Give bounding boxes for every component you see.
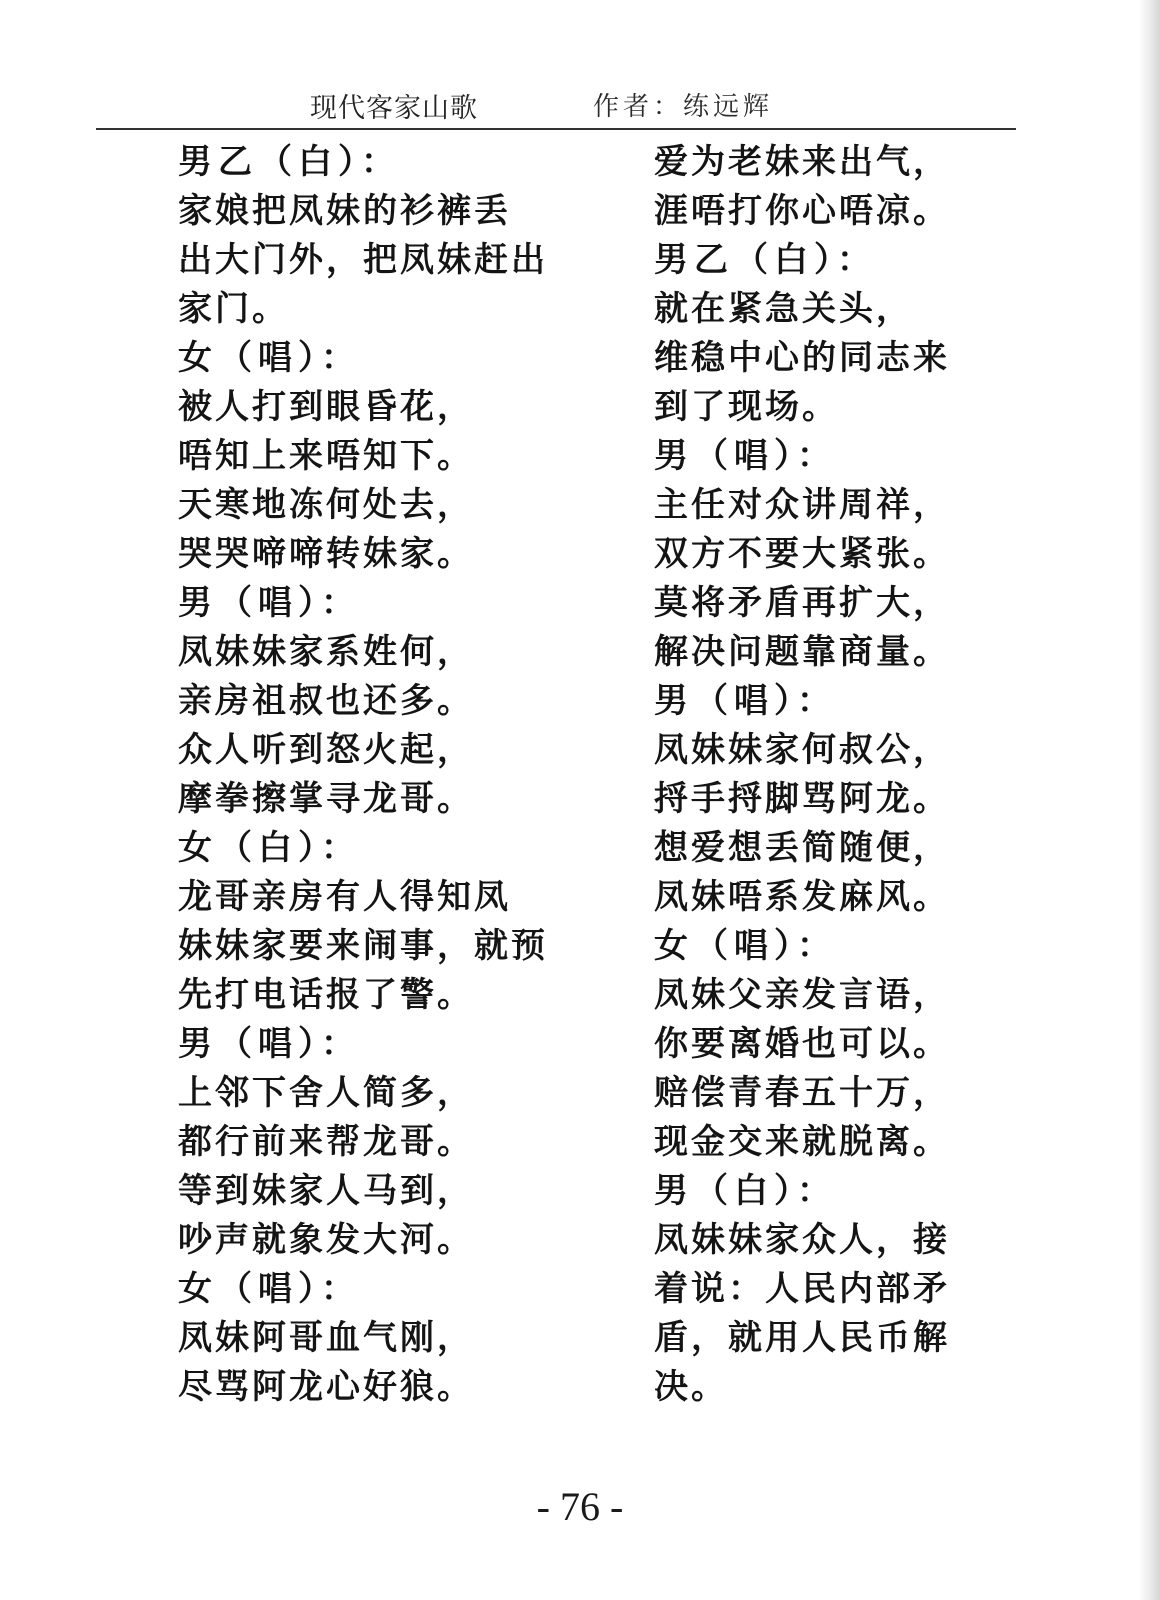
text-line: 凤妹唔系发麻风。 (654, 877, 950, 917)
text-line: 吵声就象发大河。 (178, 1220, 474, 1260)
text-line: 女（唱）： (178, 338, 361, 378)
running-header (96, 82, 1016, 130)
text-line: 男乙（白）： (654, 240, 877, 280)
text-line: 亲房祖叔也还多。 (178, 681, 474, 721)
page-edge-shadow (1138, 0, 1160, 1600)
text-line: 男（唱）： (178, 1024, 361, 1064)
text-line: 双方不要大紧张。 (654, 534, 950, 574)
text-line: 莫将矛盾再扩大， (654, 583, 950, 623)
text-line: 主任对众讲周祥， (654, 485, 950, 525)
text-line: 赔偿青春五十万， (654, 1073, 950, 1113)
text-line: 女（唱）： (654, 926, 837, 966)
text-line: 上邻下舍人简多， (178, 1073, 474, 1113)
text-line: 出大门外，把凤妹赶出 (178, 240, 548, 280)
text-line: 尽骂阿龙心好狼。 (178, 1367, 474, 1407)
text-line: 现金交来就脱离。 (654, 1122, 950, 1162)
text-line: 男（白）： (654, 1171, 837, 1211)
text-line: 女（白）： (178, 828, 361, 868)
text-line: 凤妹妹家众人，接 (654, 1220, 950, 1260)
text-line: 等到妹家人马到， (178, 1171, 474, 1211)
text-line: 唔知上来唔知下。 (178, 436, 474, 476)
text-line: 都行前来帮龙哥。 (178, 1122, 474, 1162)
text-line: 凤妹妹家系姓何， (178, 632, 474, 672)
text-line: 决。 (654, 1367, 728, 1407)
left-text-column (178, 138, 588, 1412)
text-line: 凤妹妹家何叔公， (654, 730, 950, 770)
text-line: 爱为老妹来出气， (654, 142, 950, 182)
text-line: 男（唱）： (654, 436, 837, 476)
text-line: 捋手捋脚骂阿龙。 (654, 779, 950, 819)
text-line: 凤妹阿哥血气刚， (178, 1318, 474, 1358)
text-line: 先打电话报了警。 (178, 975, 474, 1015)
text-line: 你要离婚也可以。 (654, 1024, 950, 1064)
text-line: 天寒地冻何处去， (178, 485, 474, 525)
text-line: 想爱想丢简随便， (654, 828, 950, 868)
page-number: - 76 - (536, 1484, 624, 1529)
text-line: 女（唱）： (178, 1269, 361, 1309)
text-line: 男乙（白）： (178, 142, 401, 182)
text-line: 就在紧急关头， (654, 289, 913, 329)
text-line: 男（唱）： (654, 681, 837, 721)
text-line: 盾，就用人民币解 (654, 1318, 950, 1358)
author-credit: 作者：练远辉 (593, 92, 774, 122)
text-line: 解决问题靠商量。 (654, 632, 950, 672)
book-title: 现代客家山歌 (310, 93, 478, 124)
text-line: 家娘把凤妹的衫裤丢 (178, 191, 511, 231)
text-line: 被人打到眼昏花， (178, 387, 474, 427)
text-line: 到了现场。 (654, 387, 839, 427)
text-line: 涯唔打你心唔凉。 (654, 191, 950, 231)
text-line: 男（唱）： (178, 583, 361, 623)
text-line: 家门。 (178, 289, 289, 329)
text-line: 摩拳擦掌寻龙哥。 (178, 779, 474, 819)
text-line: 众人听到怒火起， (178, 730, 474, 770)
right-text-column (654, 138, 1064, 1412)
text-line: 龙哥亲房有人得知凤 (178, 877, 511, 917)
text-line: 哭哭啼啼转妹家。 (178, 534, 474, 574)
text-line: 维稳中心的同志来 (654, 338, 950, 378)
text-line: 凤妹父亲发言语， (654, 975, 950, 1015)
text-line: 妹妹家要来闹事，就预 (178, 926, 548, 966)
text-line: 着说：人民内部矛 (654, 1269, 950, 1309)
